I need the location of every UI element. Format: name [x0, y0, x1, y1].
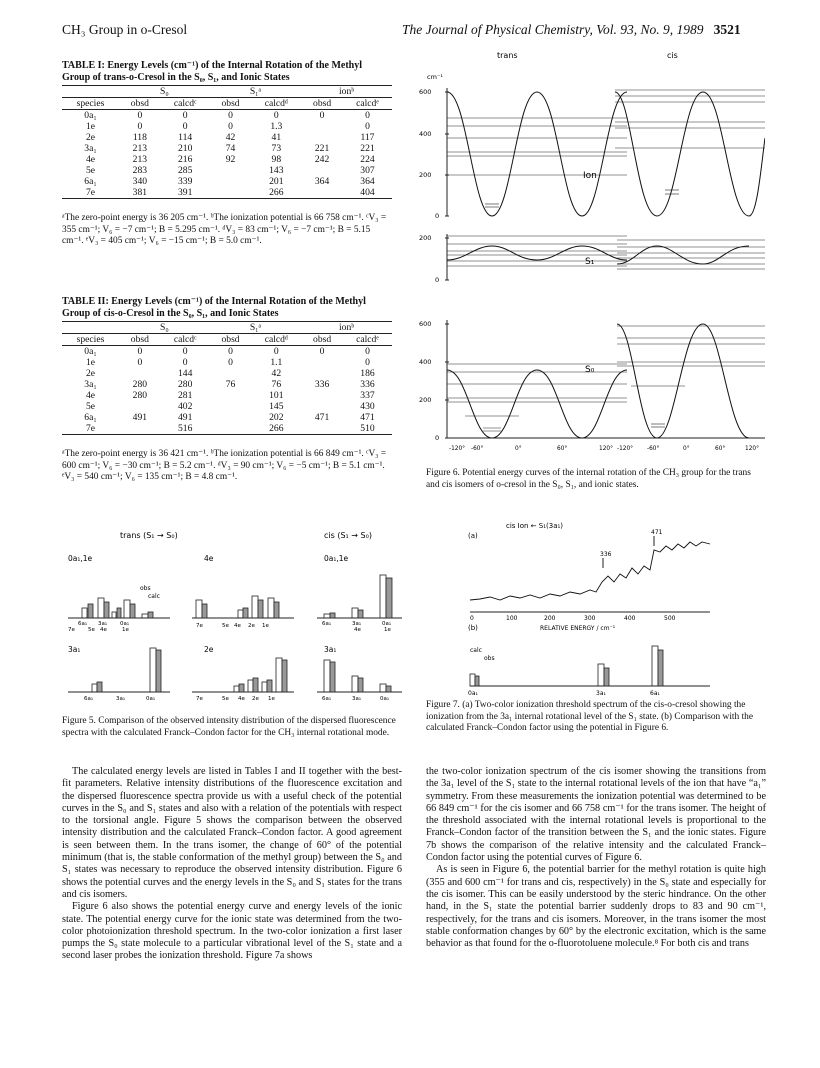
table-row — [62, 346, 392, 358]
table1-header: calcdᶜ — [161, 98, 210, 110]
table-cell: 0 — [137, 346, 143, 357]
table-cell: 3a₁ — [84, 143, 97, 154]
table-cell: 118 — [132, 132, 147, 143]
fig7-peak-336: 336 — [600, 551, 612, 558]
table-cell: 0 — [365, 121, 370, 132]
fig5-bars-trans-3a1 — [92, 648, 161, 692]
fig6-state-s0: S₀ — [585, 365, 595, 375]
table-cell: 145 — [269, 401, 284, 412]
table-cell — [119, 423, 161, 435]
table1-footnote: ᵃThe zero-point energy is 36 205 cm⁻¹. ᵇThe ionization potential is 66 758 cm⁻¹. ᶜV₃ = 355 cm⁻¹; V₆ = −7 cm⁻¹; B = 5.295 cm⁻¹. ᵈV₃ = 83 cm⁻¹; V₆ = −7 cm⁻¹; B = 5.15 cm⁻¹. ᵉV₃ = 405 cm⁻¹; V₆ = −15 cm⁻¹; B = 5.0 cm⁻¹. — [62, 213, 387, 246]
table-cell: 307 — [360, 165, 375, 176]
table-cell: 41 — [271, 132, 282, 143]
fig5-panel-label: 0a₁,1e — [68, 554, 93, 563]
table-cell: 6a₁ — [84, 176, 97, 187]
table-cell — [301, 368, 343, 379]
fig6-s1-levels-trans — [447, 236, 627, 266]
journal-citation: The Journal of Physical Chemistry, Vol. 93, No. 9, 1989 — [402, 22, 704, 37]
table-cell: 336 — [360, 379, 375, 390]
table-cell — [301, 423, 343, 435]
table-cell: 0a₁ — [84, 346, 97, 357]
table-cell — [210, 401, 252, 412]
table-row — [62, 176, 392, 187]
table2-caption: TABLE II: Energy Levels (cm⁻¹) of the Internal Rotation of the Methyl Group of cis-o-Cresol in the S₀, S₁, and Ionic States — [62, 296, 366, 319]
table-cell — [210, 412, 252, 423]
table2-group-s0: S₀ — [119, 322, 210, 334]
table-cell: 0 — [273, 110, 279, 121]
fig6-s1-axis — [419, 234, 449, 284]
fig6-ion-curve-trans — [447, 92, 627, 216]
table-cell: 336 — [314, 379, 330, 390]
table1-header: species — [62, 98, 119, 110]
table-cell: 221 — [360, 143, 375, 154]
table2-footnote: ᵃThe zero-point energy is 36 421 cm⁻¹. ᵇThe ionization potential is 66 849 cm⁻¹. ᶜV₃ = 600 cm⁻¹; V₆ = −30 cm⁻¹; B = 5.2 cm⁻¹. ᵈV₃ = 90 cm⁻¹; V₆ = −5 cm⁻¹; B = 5.1 cm⁻¹. ᵉV₃ = 540 cm⁻¹; V₆ = 135 cm⁻¹; B = 4.8 cm⁻¹. — [62, 449, 387, 482]
fig5-panel-label: 3a₁ — [68, 645, 81, 654]
table-cell — [301, 390, 343, 401]
fig7-label-a: (a) — [468, 532, 478, 540]
table-cell: 510 — [343, 423, 392, 435]
fig6-s0-levels-trans — [447, 364, 627, 431]
table-cell: 0 — [182, 110, 188, 121]
fig5-panel-label: 4e — [204, 554, 214, 563]
table-cell: 144 — [178, 368, 193, 379]
table1-header: calcdᵈ — [251, 98, 301, 110]
table-cell: 0 — [137, 357, 143, 368]
table-cell: 491 — [178, 412, 193, 423]
body-column-left — [62, 766, 402, 963]
table-cell: 266 — [251, 423, 301, 435]
table-cell: 0 — [365, 357, 370, 368]
table1 — [62, 85, 392, 199]
table-cell: 0 — [228, 121, 233, 132]
table-cell: 1.1 — [270, 357, 283, 368]
table2-header: calcdᵈ — [251, 334, 301, 346]
fig7-xlabel: RELATIVE ENERGY / cm⁻¹ — [540, 625, 616, 632]
fig7-title: cis Ion ← S₁(3a₁) — [506, 522, 564, 530]
fig6-state-s1: S₁ — [585, 257, 595, 267]
table-cell: 0 — [273, 346, 279, 357]
table-cell: 221 — [314, 143, 330, 154]
fig5-bars-trans-2e — [234, 658, 287, 692]
svg-text:6004002000: 600 400 2000 — [419, 88, 440, 220]
fig6-unit: cm⁻¹ — [427, 73, 443, 81]
table1-group-s1: S₁ᵃ — [210, 86, 302, 98]
fig5-ticks-row2-a: 6a₁ 3a₁ 0a₁ — [84, 696, 156, 702]
figure7-caption: Figure 7. (a) Two-color ionization threshold spectrum of the cis-o-cresol showing the ionization from the 3a₁ internal rotational level of the S₁ state. (b) Comparison with the calculated Franck–Condon factor using the potential in Figure 6. — [426, 700, 754, 733]
table2-header: obsd — [119, 334, 161, 346]
table-cell: 4e — [85, 154, 96, 165]
body-paragraph: As is seen in Figure 6, the potential barrier for the methyl rotation is quite high (355 and 600 cm⁻¹ for trans and cis, respectively) in the S₀ state and especially for the cis isomer. This can be easily understood by the steric hindrance. On the other hand, in the S₁ state the potential barrier suddenly drops to 83 and 90 cm⁻¹, respectively, for the trans and cis isomers. Moreover, in the trans isomer the most stable conformation changes by 60° by the electronic excitation, which is the same behavior as that found for the o-fluorotoluene molecule.⁸ For both cis and trans — [426, 864, 766, 950]
table-cell — [301, 187, 343, 199]
fig5-title-trans: trans (S₁ → S₀) — [120, 531, 178, 540]
fig5-panel-label: 0a₁,1e — [324, 554, 349, 563]
fig5-ticks-row2-b: 7e 5e 4e 2e 1e — [196, 696, 275, 702]
body-paragraph: Figure 6 also shows the potential energy curve and energy levels of the ionic state. The potential energy curve for the ionic state was determined from the two-color photoionization threshold spectrum. In the two-color ionization a first laser pumps the S₀ state molecule to a particular vibrational level of the S₁ state and a second laser probes the ionization threshold. Figure 7a shows — [62, 901, 402, 962]
table-cell: 186 — [360, 368, 375, 379]
fig6-ion-axis — [419, 88, 449, 220]
table-cell — [301, 357, 343, 368]
table-cell: 1e — [85, 357, 96, 368]
table1-header: obsd — [210, 98, 252, 110]
table-cell: 5e — [85, 401, 96, 412]
table-cell: 2e — [85, 132, 96, 143]
table-cell — [301, 165, 343, 176]
table-cell: 143 — [269, 165, 284, 176]
fig7-peak-471: 471 — [651, 529, 663, 536]
table-cell: 280 — [178, 379, 193, 390]
table-cell: 402 — [178, 401, 193, 412]
table-cell — [210, 423, 252, 435]
table-cell: 7e — [62, 187, 119, 199]
table-row — [62, 143, 392, 154]
body-paragraph: the two-color ionization spectrum of the cis isomer showing the transitions from the 3a₁ level of the S₁ state to the internal rotational levels of the ion that have “a₁” symmetry. From these measurements the ionization potential was determined to be 66 849 cm⁻¹ for the cis isomer and 66 758 cm⁻¹ for the trans isomer. The height of the threshold associated with the internal rotational levels is proportional to the Franck–Condon factor of the transition between the S₁ and the ionic states. Figure 7b shows the comparison of the relative intensity and the calculated Franck–Condon factor using the potential curves of Figure 6. — [426, 766, 766, 864]
table-cell: 216 — [178, 154, 193, 165]
table-row — [62, 165, 392, 176]
table-row — [62, 357, 392, 368]
table-cell: 0 — [319, 346, 325, 357]
fig5-ticks-row2-c: 6a₁ 3a₁ 0a₁ — [322, 696, 390, 702]
table-cell: 0 — [228, 110, 233, 121]
table-row — [62, 390, 392, 401]
fig6-s0-levels-cis — [617, 326, 765, 427]
table1-header: obsd — [301, 98, 343, 110]
table-cell: 430 — [360, 401, 375, 412]
table-cell: 0 — [182, 346, 188, 357]
table-cell: 4e — [85, 390, 96, 401]
table-cell: 0a₁ — [84, 110, 97, 121]
table-cell — [210, 187, 252, 199]
table-cell: 201 — [269, 176, 284, 187]
table-cell: 213 — [132, 143, 148, 154]
table-row — [62, 412, 392, 423]
table-cell: 114 — [178, 132, 193, 143]
table-cell: 339 — [178, 176, 193, 187]
fig6-s1-curve-trans — [447, 246, 627, 260]
table-cell: 7e — [62, 423, 119, 435]
figure6-caption: Figure 6. Potential energy curves of the internal rotation of the CH₃ group for the trans and cis isomers of o-cresol in the S₀, S₁, and ionic states. — [426, 468, 751, 490]
table-cell: 266 — [251, 187, 301, 199]
table-cell: 3a₁ — [84, 379, 97, 390]
fig6-s0-axis — [419, 320, 449, 442]
fig6-s0-curve-trans — [447, 370, 627, 438]
table-row — [62, 121, 392, 132]
table-cell: 73 — [271, 143, 282, 154]
fig5-legend-calc: calc — [148, 593, 160, 600]
table-cell: 471 — [314, 412, 330, 423]
table-cell: 0 — [182, 121, 188, 132]
fig5-legend-obs: obs — [140, 585, 151, 592]
table-cell: 0 — [137, 121, 143, 132]
table2-group-ion: ionᵇ — [301, 322, 392, 334]
body-column-right — [426, 766, 766, 950]
fig7-bars — [470, 646, 663, 686]
fig6-s1-curve-cis — [617, 246, 749, 264]
table-cell — [210, 390, 252, 401]
table1-group-ion: ionᵇ — [301, 86, 392, 98]
fig6-col-cis: cis — [667, 51, 678, 60]
table-cell: 471 — [360, 412, 375, 423]
fig6-s1-levels-cis — [617, 240, 765, 269]
figure6 — [405, 48, 765, 466]
table-cell: 0 — [365, 346, 370, 357]
table-cell — [210, 368, 252, 379]
fig7-bar-labels: 0a₁ 3a₁ 6a₁ — [468, 690, 660, 697]
table-cell: 364 — [360, 176, 375, 187]
running-header-right — [402, 22, 741, 38]
table-row — [62, 110, 392, 122]
table-row — [62, 379, 392, 390]
table-cell: 0 — [137, 110, 143, 121]
table-cell: 404 — [343, 187, 392, 199]
fig6-angle-ticks: -120° -60° 0° 60° 120° -120° -60° 0° 60° 120° — [449, 446, 759, 452]
fig7-spectrum-trace — [470, 542, 710, 600]
table-cell: 210 — [178, 143, 193, 154]
fig5-bars-cis-3a1 — [324, 660, 391, 692]
fig5-bars-trans-4e — [196, 596, 279, 618]
body-paragraph: The calculated energy levels are listed in Tables I and II together with the best-fit parameters. Relative intensity distributions of the fluorescence excitation and the dispersed fluorescence spectra provide us with a useful check of the potential curves in the S₀ and S₁ states and also with a relation of the potentials with respect to the torsional angle. Figure 5 shows the comparison between the observed intensity distribution and the calculated Franck–Condon factor. A good agreement is seen between them. In the trans isomer, the change of 60° of the potential minimum (that is, the stable conformation of the methyl group) between the S₀ and S₁ states was necessary to reproduce the observed intensity distribution. Figure 6 shows the potential curves and the energy levels in the S₀ and S₁ states for the trans and cis isomers. — [62, 766, 402, 900]
table-cell: 281 — [178, 390, 193, 401]
table1-group-s0: S₀ — [119, 86, 210, 98]
table-cell: 5e — [85, 165, 96, 176]
table-cell: 0 — [228, 357, 233, 368]
fig5-ticks-row1-c: 6a₁ 3a₁ 0a₁ 4e 1e — [322, 621, 392, 633]
fig7-x-ticks: 0 100 200 300 400 500 — [470, 615, 676, 622]
fig5-bars-cis-0a1 — [324, 575, 392, 618]
table-cell: 2e — [85, 368, 96, 379]
table-cell: 98 — [271, 154, 282, 165]
table1-header: obsd — [119, 98, 161, 110]
table-cell — [301, 121, 343, 132]
fig5-ticks-row1-a: 6a₁ 3a₁ 0a₁ 7e 5e 4e 1e — [68, 621, 130, 633]
figure5 — [62, 520, 402, 710]
table-cell: 242 — [314, 154, 330, 165]
table-cell: 92 — [225, 154, 236, 165]
table-cell — [210, 176, 252, 187]
figure7 — [440, 520, 770, 700]
table-cell: 76 — [225, 379, 236, 390]
figure5-caption: Figure 5. Comparison of the observed intensity distribution of the dispersed fluorescence spectra with the calculated Franck–Condon factor for the CH₃ internal rotational mode. — [62, 716, 396, 738]
page-number: 3521 — [713, 22, 741, 37]
table-cell: 1.3 — [270, 121, 283, 132]
table-cell: 0 — [182, 357, 188, 368]
svg-text:6004002000: 600 400 2000 — [419, 320, 440, 442]
fig7-legend-calc: calc — [470, 647, 482, 654]
fig6-s0-curve-cis — [617, 324, 749, 438]
fig5-panel-label: 2e — [204, 645, 214, 654]
table-row — [62, 401, 392, 412]
table-row — [62, 132, 392, 143]
svg-text:2000: 2000 — [419, 234, 440, 284]
table-cell — [210, 165, 252, 176]
table-cell: 1e — [85, 121, 96, 132]
table-row — [62, 154, 392, 165]
fig7-legend-obs: obs — [484, 655, 495, 662]
table2-group-s1: S₁ᵃ — [210, 322, 302, 334]
table2-header: obsd — [210, 334, 252, 346]
table-cell — [119, 401, 161, 412]
table-cell: 516 — [161, 423, 210, 435]
table-cell: 0 — [365, 110, 370, 121]
table-cell: 340 — [132, 176, 148, 187]
table-cell: 213 — [132, 154, 148, 165]
table2-header: species — [62, 334, 119, 346]
table-cell: 285 — [178, 165, 193, 176]
table-cell — [301, 132, 343, 143]
table-cell: 117 — [360, 132, 375, 143]
table-cell: 283 — [132, 165, 148, 176]
fig6-ion-levels-cis — [615, 90, 765, 194]
table-cell: 74 — [225, 143, 236, 154]
table-row — [62, 368, 392, 379]
table-cell: 280 — [132, 390, 148, 401]
table-cell — [119, 368, 161, 379]
fig5-bars-trans-0a1 — [82, 598, 153, 618]
table-cell: 6a₁ — [84, 412, 97, 423]
table-cell: 224 — [360, 154, 375, 165]
fig6-ion-curve-cis — [615, 92, 765, 216]
table-cell: 42 — [225, 132, 236, 143]
table2-header: calcdᵉ — [343, 334, 392, 346]
fig5-panel-label: 3a₁ — [324, 645, 337, 654]
table1-header: calcdᵉ — [343, 98, 392, 110]
table-cell: 364 — [314, 176, 330, 187]
fig5-ticks-row1-b: 7e 5e 4e 2e 1e — [196, 623, 269, 629]
table-cell: 202 — [269, 412, 284, 423]
fig6-ion-levels-trans — [447, 118, 627, 207]
table2-header: obsd — [301, 334, 343, 346]
fig6-col-trans: trans — [497, 51, 518, 60]
table-cell: 391 — [161, 187, 210, 199]
running-header-left: CH₃ Group in o-Cresol — [62, 22, 188, 37]
table-cell: 0 — [228, 346, 233, 357]
table2 — [62, 321, 392, 435]
table-cell: 491 — [132, 412, 148, 423]
table-cell: 101 — [269, 390, 284, 401]
fig5-title-cis: cis (S₁ → S₀) — [324, 531, 372, 540]
table-row — [62, 187, 392, 199]
table-cell: 0 — [319, 110, 325, 121]
table-row — [62, 423, 392, 435]
table-cell: 280 — [132, 379, 148, 390]
table-cell: 337 — [360, 390, 375, 401]
fig7-label-b: (b) — [468, 624, 478, 632]
table-cell: 42 — [271, 368, 282, 379]
table2-header: calcdᶜ — [161, 334, 210, 346]
table-cell: 76 — [271, 379, 282, 390]
fig6-state-ion: Ion — [583, 171, 597, 181]
table-cell — [301, 401, 343, 412]
table-cell: 381 — [119, 187, 161, 199]
table1-caption: TABLE I: Energy Levels (cm⁻¹) of the Internal Rotation of the Methyl Group of trans-o-Cresol in the S₀, S₁, and Ionic States — [62, 60, 362, 83]
